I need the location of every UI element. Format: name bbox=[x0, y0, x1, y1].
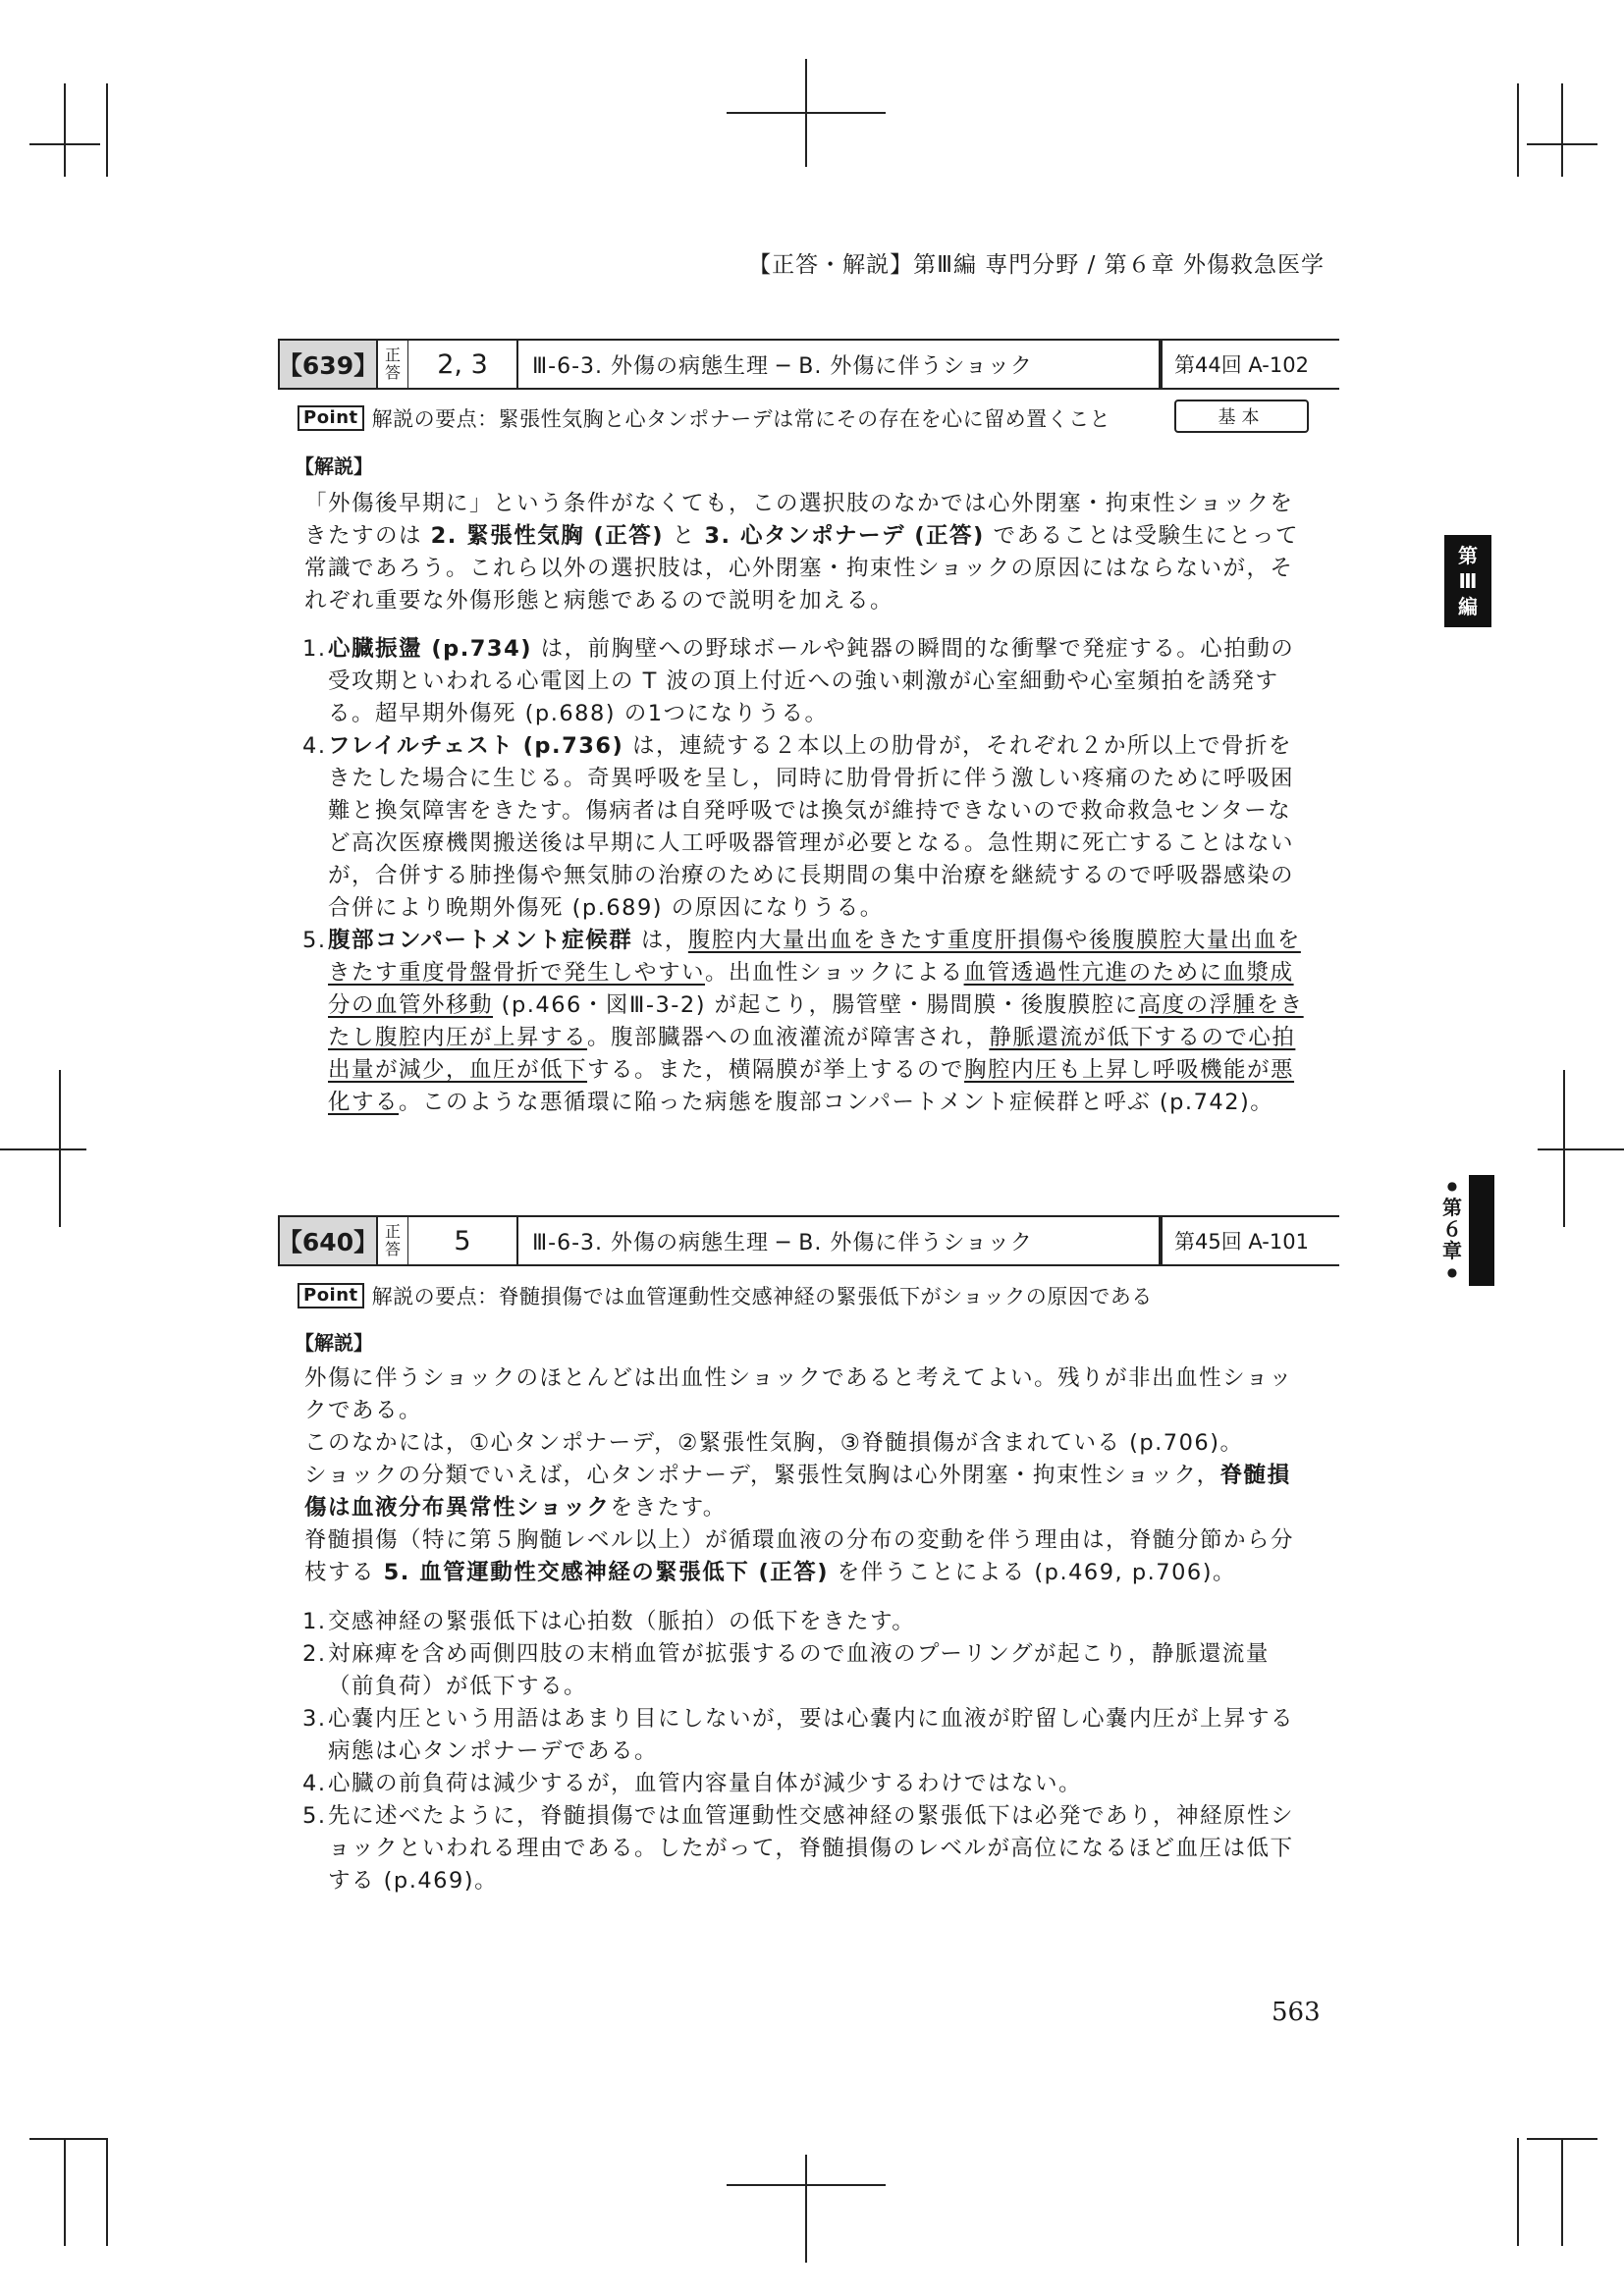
tab-char: 第 bbox=[1458, 544, 1478, 567]
list-item: 1. 心臓振盪 (p.734) は，前胸壁への野球ボールや鈍器の瞬間的な衝撃で発症する。心拍動の受攻期といわれる心電図上の T 波の頂上付近への強い刺激が心室細動や心室頻拍を誘発する。超早期外傷死 (p.688) の1つになりうる。 bbox=[302, 636, 1295, 726]
chapter-tab-bar bbox=[1469, 1175, 1494, 1286]
exam-reference: 第44回 A-102 bbox=[1174, 353, 1309, 377]
correct-answer: 5 bbox=[408, 1217, 518, 1264]
kaisetsu-heading: 【解説】 bbox=[295, 454, 373, 478]
list-item: 4. フレイルチェスト (p.736) は，連続する２本以上の肋骨が，それぞれ２か所以上で骨折をきたした場合に生じる。奇異呼吸を呈し，同時に肋骨骨折に伴う激しい疼痛のために呼吸困難と換気障害をきたす。傷病者は自発呼吸では換気が維持できないので救命救急センターなど高次医療機関搬送後は早期に人工呼吸器管理が必要となる。急性期に死亡することはないが，合併する肺挫傷や無気肺の治療のために長期間の集中治療を継続するので呼吸器感染の合併により晩期外傷死 (p.689) の原因になりうる。 bbox=[302, 733, 1295, 921]
point-text: 解説の要点：緊張性気胸と心タンポナーデは常にその存在を心に留め置くこと bbox=[371, 407, 1111, 431]
point-icon: Point bbox=[298, 405, 364, 431]
question-header-640 bbox=[278, 1215, 1339, 1266]
seitou-char: 答 bbox=[384, 363, 401, 382]
exam-reference: 第45回 A-101 bbox=[1174, 1230, 1309, 1254]
chapter-tab-label bbox=[1439, 1175, 1465, 1283]
list-item: 5. 先に述べたように，脊髄損傷では血管運動性交感神経の緊張低下は必発であり，神経原性ショックといわれる理由である。したがって，脊髄損傷のレベルが高位になるほど血圧は低下する (p.469)。 bbox=[302, 1803, 1295, 1894]
list-item: 5. 腹部コンパートメント症候群 は，腹腔内大量出血をきたす重度肝損傷や後腹膜腔大量出血をきたす重度骨盤骨折で発生しやすい。出血性ショックによる血管透過性亢進のために血漿成分の血管外移動 (p.466・図Ⅲ-3-2) が起こり，腸管壁・腸間膜・後腹膜腔に高度の浮腫をきたし腹腔内圧が上昇する。腹部臓器への血液灌流が障害され，静脈還流が低下するので心拍出量が減少，血圧が低下する。また，横隔膜が挙上するので胸腔内圧も上昇し呼吸機能が悪化する。このような悪循環に陥った病態を腹部コンパートメント症候群と呼ぶ (p.742)。 bbox=[302, 928, 1304, 1115]
running-header: 【正答・解説】第Ⅲ編 専門分野 / 第６章 外傷救急医学 bbox=[748, 252, 1325, 278]
kaisetsu-heading: 【解説】 bbox=[295, 1331, 373, 1355]
paragraph-line: このなかには，①心タンポナーデ，②緊張性気胸，③脊髄損傷が含まれている (p.706)。 bbox=[304, 1430, 1244, 1456]
tab-char: 章 bbox=[1442, 1239, 1462, 1262]
intro-paragraph-640 bbox=[304, 1362, 1311, 1589]
page-number: 563 bbox=[1272, 1998, 1321, 2027]
point-text: 解説の要点：脊髄損傷では血管運動性交感神経の緊張低下がショックの原因である bbox=[371, 1285, 1153, 1308]
intro-paragraph-639: 「外傷後早期に」という条件がなくても，この選択肢のなかでは心外閉塞・拘束性ショックをきたすのは 2. 緊張性気胸 (正答) と 3. 心タンポナーデ (正答) であることは受験生にとって常識であろう。これら以外の選択肢は，心外閉塞・拘束性ショックの原因にはならないが，それぞれ重要な外傷形態と病態であるので説明を加える。 bbox=[304, 491, 1300, 614]
tab-char: 編 bbox=[1458, 595, 1478, 618]
list-item: 1. 交感神経の緊張低下は心拍数（脈拍）の低下をきたす。 bbox=[302, 1609, 916, 1634]
seitou-char: 正 bbox=[384, 1222, 401, 1241]
tab-char: 第 bbox=[1442, 1196, 1462, 1219]
paragraph-line: ショックの分類でいえば，心タンポナーデ，緊張性気胸は心外閉塞・拘束性ショック，脊髄損傷は血液分布異常性ショックをきたす。 bbox=[304, 1463, 1291, 1521]
paragraph-line: 外傷に伴うショックのほとんどは出血性ショックであると考えてよい。残りが非出血性ショックである。 bbox=[304, 1365, 1293, 1423]
explanation-list-640 bbox=[302, 1606, 1314, 1897]
seitou-char: 正 bbox=[384, 346, 401, 364]
seitou-char: 答 bbox=[384, 1240, 401, 1258]
topic: Ⅲ-6-3. 外傷の病態生理 ─ B. 外傷に伴うショック bbox=[518, 341, 1163, 388]
list-item: 4. 心臓の前負荷は減少するが，血管内容量自体が減少するわけではない。 bbox=[302, 1771, 1083, 1796]
tab-char: Ⅲ bbox=[1458, 569, 1478, 593]
explanation-list-639 bbox=[302, 633, 1314, 1119]
section-tab-hen bbox=[1444, 535, 1491, 627]
correct-answer: 2, 3 bbox=[408, 341, 518, 388]
list-item: 2. 対麻痺を含め両側四肢の末梢血管が拡張するので血液のプーリングが起こり，静脈還流量（前負荷）が低下する。 bbox=[302, 1641, 1270, 1699]
point-line-640 bbox=[298, 1281, 1153, 1310]
paragraph-line: 脊髄損傷（特に第５胸髄レベル以上）が循環血液の分布の変動を伴う理由は，脊髄分節から分枝する 5. 血管運動性交感神経の緊張低下 (正答) を伴うことによる (p.469, p.706)。 bbox=[304, 1527, 1295, 1585]
seitou-label bbox=[378, 341, 408, 388]
tab-char: ● bbox=[1446, 1179, 1458, 1193]
tab-char: ６ bbox=[1442, 1217, 1462, 1241]
point-line-639 bbox=[298, 403, 1110, 433]
question-number: 【640】 bbox=[278, 1217, 378, 1264]
point-icon: Point bbox=[298, 1283, 364, 1308]
question-number: 【639】 bbox=[278, 341, 378, 388]
seitou-label bbox=[378, 1217, 408, 1264]
tab-char: ● bbox=[1446, 1265, 1458, 1279]
question-header-639 bbox=[278, 339, 1339, 390]
list-item: 3. 心嚢内圧という用語はあまり目にしないが，要は心嚢内に血液が貯留し心嚢内圧が上昇する病態は心タンポナーデである。 bbox=[302, 1706, 1295, 1764]
topic: Ⅲ-6-3. 外傷の病態生理 ─ B. 外傷に伴うショック bbox=[518, 1217, 1163, 1264]
level-badge: 基本 bbox=[1174, 400, 1309, 433]
